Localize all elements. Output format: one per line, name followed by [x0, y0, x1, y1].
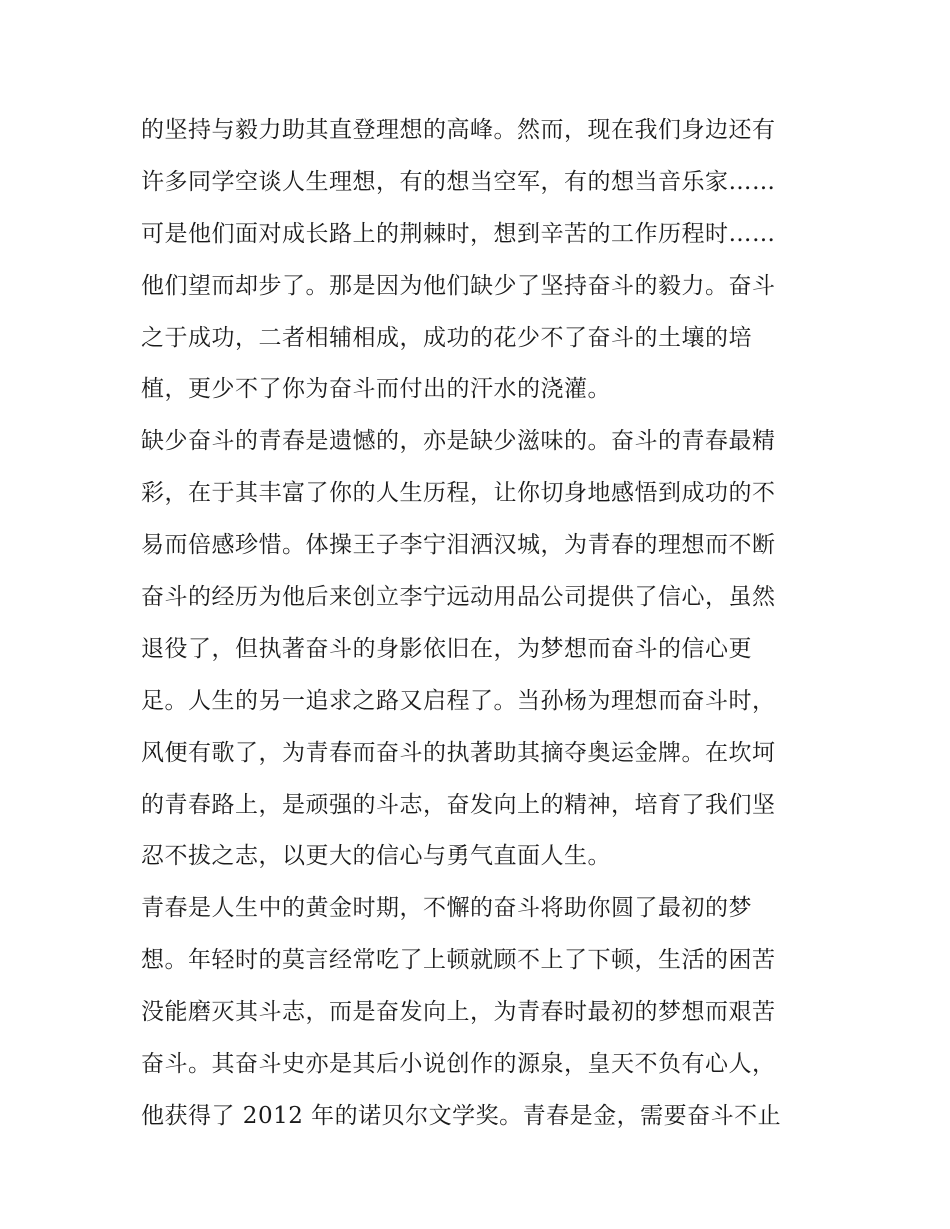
text-line: 缺少奋斗的青春是遗憾的，亦是缺少滋味的。奋斗的青春最精	[141, 428, 776, 455]
text-line: 易而倍感珍惜。体操王子李宁泪洒汉城，为青春的理想而不断	[141, 532, 776, 559]
text-line: 忍不拔之志，以更大的信心与勇气直面人生。	[141, 843, 611, 870]
text-line: 退役了，但执著奋斗的身影依旧在，为梦想而奋斗的信心更	[141, 635, 752, 662]
text-line: 足。人生的另一追求之路又启程了。当孙杨为理想而奋斗时，	[141, 687, 776, 714]
text-line: 想。年轻时的莫言经常吃了上顿就顾不上了下顿，生活的困苦	[141, 947, 776, 974]
text-line: 他们望而却步了。那是因为他们缺少了坚持奋斗的毅力。奋斗	[141, 272, 776, 299]
body-text	[141, 105, 821, 1143]
text-line: 没能磨灭其斗志，而是奋发向上，为青春时最初的梦想而艰苦	[141, 999, 776, 1026]
text-line: 植，更少不了你为奋斗而付出的汗水的浇灌。	[141, 376, 611, 403]
text-line: 可是他们面对成长路上的荆棘时，想到辛苦的工作历程时……	[141, 220, 776, 247]
text-line: 他获得了 2012 年的诺贝尔文学奖。青春是金，需要奋斗不止	[141, 1102, 782, 1129]
text-line: 之于成功，二者相辅相成，成功的花少不了奋斗的土壤的培	[141, 324, 752, 351]
text-line: 的青春路上，是顽强的斗志，奋发向上的精神，培育了我们坚	[141, 791, 776, 818]
text-line: 彩，在于其丰富了你的人生历程，让你切身地感悟到成功的不	[141, 480, 776, 507]
text-line: 奋斗的经历为他后来创立李宁远动用品公司提供了信心，虽然	[141, 584, 776, 611]
text-line: 风便有歌了，为青春而奋斗的执著助其摘夺奥运金牌。在坎坷	[141, 739, 776, 766]
text-line: 许多同学空谈人生理想，有的想当空军，有的想当音乐家……	[141, 168, 776, 195]
text-line: 奋斗。其奋斗史亦是其后小说创作的源泉，皇天不负有心人，	[141, 1051, 776, 1078]
text-line: 青春是人生中的黄金时期，不懈的奋斗将助你圆了最初的梦	[141, 895, 752, 922]
text-line: 的坚持与毅力助其直登理想的高峰。然而，现在我们身边还有	[141, 117, 776, 143]
